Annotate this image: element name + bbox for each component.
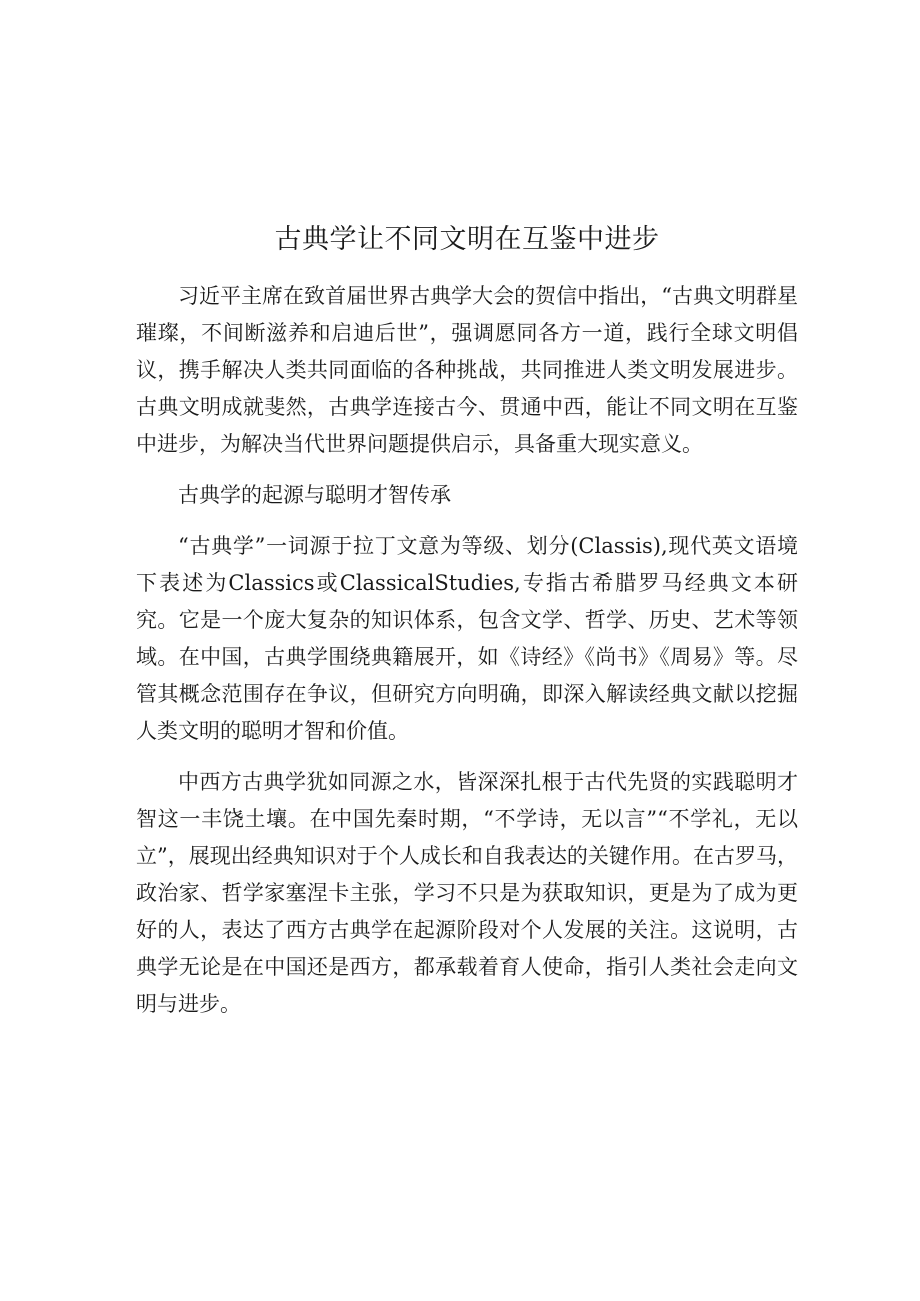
paragraph-origins: 中西方古典学犹如同源之水，皆深深扎根于古代先贤的实践聪明才智这一丰饶土壤。在中国先秦时期，“不学诗，无以言”“不学礼，无以立”，展现出经典知识对于个人成长和自我表达的关键作用。在古罗马，政治家、哲学家塞涅卡主张，学习不只是为获取知识，更是为了成为更好的人，表达了西方古典学在起源阶段对个人发展的关注。这说明，古典学无论是在中国还是西方，都承载着育人使命，指引人类社会走向文明与进步。	[136, 770, 798, 1016]
section-heading: 古典学的起源与聪明才智传承	[178, 483, 451, 507]
paragraph-intro: 习近平主席在致首届世界古典学大会的贺信中指出，“古典文明群星璀璨，不间断滋养和启迪后世”，强调愿同各方一道，践行全球文明倡议，携手解决人类共同面临的各种挑战，共同推进人类文明发展进步。古典文明成就斐然，古典学连接古今、贯通中西，能让不同文明在互鉴中进步，为解决当代世界问题提供启示，具备重大现实意义。	[136, 284, 798, 456]
document-body	[136, 218, 798, 1023]
document-title: 古典学让不同文明在互鉴中进步	[274, 224, 660, 255]
paragraph-definition: “古典学”一词源于拉丁文意为等级、划分(Classis),现代英文语境下表述为Classics或ClassicalStudies,专指古希腊罗马经典文本研究。它是一个庞大复杂的知识体系，包含文学、哲学、历史、艺术等领域。在中国，古典学围绕典籍展开，如《诗经》《尚书》《周易》等。尽管其概念范围存在争议，但研究方向明确，即深入解读经典文献以挖掘人类文明的聪明才智和价值。	[136, 534, 798, 743]
